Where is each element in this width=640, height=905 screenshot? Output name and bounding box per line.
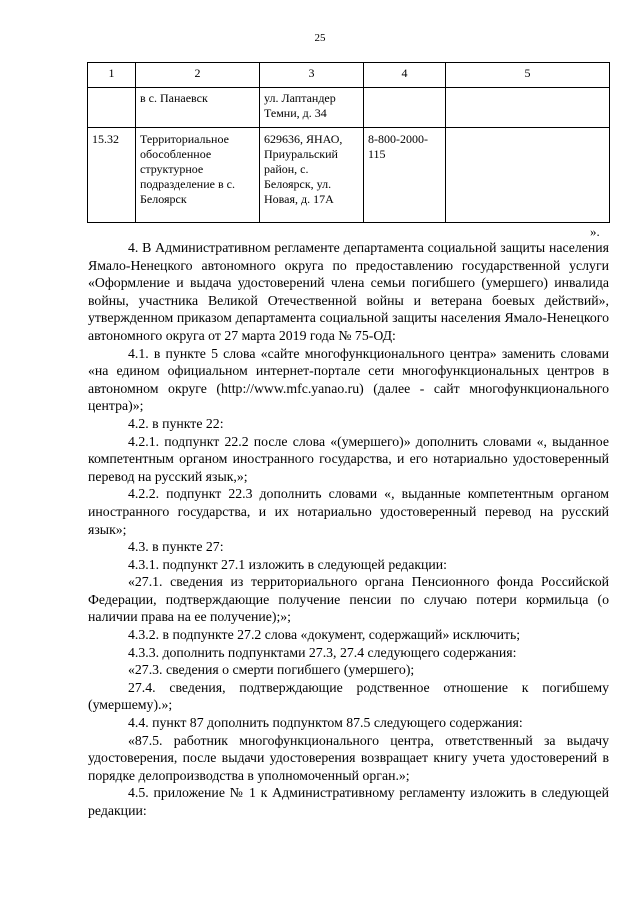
table-header-cell: 4 — [364, 63, 446, 88]
table-cell-name: Территориальное обособленное структурное подразделение в с. Белоярск — [136, 128, 260, 223]
table-cell-phone — [364, 88, 446, 128]
paragraph: 27.4. сведения, подтверждающие родственное отношение к погибшему (умершему).»; — [88, 679, 609, 713]
paragraph: «27.1. сведения из территориального органа Пенсионного фонда Российской Федерации, подтверждающие получение пенсии по случаю потери кормильца (о наличии права на ее получение);»; — [88, 574, 609, 625]
paragraph: 4.3. в пункте 27: — [128, 539, 224, 555]
table-cell-name: в с. Панаевск — [136, 88, 260, 128]
document-body — [88, 239, 609, 820]
page-number: 25 — [314, 32, 326, 44]
table-header-cell: 2 — [136, 63, 260, 88]
table-header-cell: 3 — [260, 63, 364, 88]
table-row — [88, 128, 610, 223]
table-cell-number — [88, 88, 136, 128]
table-header-cell: 1 — [88, 63, 136, 88]
table-cell-address: 629636, ЯНАО, Приуральский район, с. Белоярск, ул. Новая, д. 17А — [260, 128, 364, 223]
table-cell-phone: 8-800-2000-115 — [364, 128, 446, 223]
table-header-row — [88, 63, 610, 88]
paragraph: 4.1. в пункте 5 слова «сайте многофункционального центра» заменить словами «на едином официальном интернет-портале сети многофункциональных центров в автономном округе (http://www.mfc.yanao.ru) (далее - сайт многофункционального центра)»; — [88, 345, 609, 414]
table-cell-extra — [446, 128, 610, 223]
offices-table — [87, 62, 610, 223]
table-row — [88, 88, 610, 128]
table-closing-quote: ». — [590, 224, 600, 239]
paragraph: 4.3.1. подпункт 27.1 изложить в следующей редакции: — [128, 556, 448, 572]
paragraph: 4.2. в пункте 22: — [128, 415, 224, 431]
paragraph: 4.2.2. подпункт 22.3 дополнить словами «, выданные компетентным органом иностранного государства, и их нотариально удостоверенный перевод на русский язык»; — [88, 486, 609, 537]
table-cell-number: 15.32 — [88, 128, 136, 223]
paragraph: «27.3. сведения о смерти погибшего (умершего); — [128, 662, 415, 678]
paragraph: 4.2.1. подпункт 22.2 после слова «(умершего)» дополнить словами «, выданное компетентным органом иностранного государства, и его нотариально удостоверенный перевод на русский язык,»; — [88, 433, 609, 484]
table-cell-address: ул. Лаптандер Темни, д. 34 — [260, 88, 364, 128]
paragraph: 4.4. пункт 87 дополнить подпунктом 87.5 следующего содержания: — [128, 715, 523, 731]
paragraph: 4.3.2. в подпункте 27.2 слова «документ, содержащий» исключить; — [128, 627, 521, 643]
table-header-cell: 5 — [446, 63, 610, 88]
paragraph: 4. В Административном регламенте департамента социальной защиты населения Ямало-Ненецкого автономного округа по предоставлению государственной услуги «Оформление и выдача удостоверений члена семьи погибшего (умершего) инвалида войны, участника Великой Отечественной войны и ветерана боевых действий», утвержденном приказом департамента социальной защиты населения Ямало-Ненецкого автономного округа от 27 марта 2019 года № 75-ОД: — [88, 240, 609, 343]
table-cell-extra — [446, 88, 610, 128]
paragraph: 4.3.3. дополнить подпунктами 27.3, 27.4 следующего содержания: — [128, 644, 517, 660]
paragraph: «87.5. работник многофункционального центра, ответственный за выдачу удостоверения, после выдачи удостоверения возвращает книгу учета удостоверений в порядке делопроизводства в уполномоченный орган.»; — [88, 732, 609, 783]
paragraph: 4.5. приложение № 1 к Административному регламенту изложить в следующей редакции: — [88, 785, 609, 818]
